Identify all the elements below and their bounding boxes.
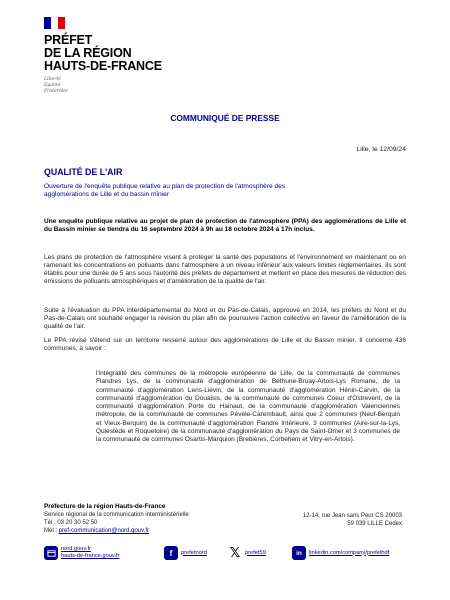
footer-address bbox=[303, 512, 402, 528]
communes-quote bbox=[72, 370, 400, 445]
address-line: 12-14, rue Jean sans Peur CS 20003 bbox=[302, 513, 402, 519]
motto-line: Fraternité bbox=[44, 89, 68, 94]
footer-tel: Tél : 03 20 30 52 50 bbox=[44, 520, 98, 526]
x-link[interactable]: prefet59 bbox=[245, 549, 266, 556]
footer-mel-label: Mél : bbox=[44, 528, 59, 534]
body-paragraph: Les plans de protection de l'atmosphère visent à protéger la santé des populations et l'environnement en maintenant ou en ramenant les concentrations en polluants dans l'atmosphère à un niveau inférieur aux valeurs limites réglementaires. Ils sont établis pour une durée de 5 ans sous l'autorité des préfets de département et mettent en place des mesures de réduction des émissions de polluants atmosphériques et d'amélioration de la qualité de l'air. bbox=[44, 254, 406, 286]
subtitle: Ouverture de l'enquête publique relative au plan de protection de l'atmosphère des agglomérations de Lille et du bassin minier bbox=[44, 183, 286, 198]
press-release-title: COMMUNIQUÉ DE PRESSE bbox=[170, 113, 280, 123]
website-icon bbox=[44, 546, 58, 560]
body-paragraph: Suite à l'évaluation du PPA interdépartemental du Nord et du Pas-de-Calais, approuvé en 2014, les préfets du Nord et du Pas-de-Calais ont souhaité engager la révision du plan afin de poursuivre l'action collective en faveur de l'amélioration de la qualité de l'air. bbox=[44, 307, 406, 331]
website-link-nord[interactable]: nord.gouv.fr bbox=[61, 546, 91, 552]
lead-paragraph: Une enquête publique relative au projet de plan de protection de l'atmosphère (PPA) des agglomérations de Lille et du Bassin minier se tiendra du 16 septembre 2024 à 9h au 18 octobre 2024 à 17h inclus. bbox=[44, 218, 406, 234]
footer-service: Service régional de la communication interministérielle bbox=[44, 512, 189, 518]
social-linkedin bbox=[292, 543, 389, 563]
website-link-hdf[interactable]: hauts-de-france.gouv.fr bbox=[61, 553, 120, 559]
motto-line: Égalité bbox=[44, 83, 61, 88]
flag-red-stripe bbox=[58, 17, 65, 29]
flag-blue-stripe bbox=[44, 17, 51, 29]
facebook-icon: f bbox=[164, 546, 178, 560]
social-websites bbox=[44, 543, 119, 563]
linkedin-icon: in bbox=[292, 546, 306, 560]
republic-flag bbox=[44, 17, 65, 29]
prefecture-logo-title bbox=[44, 34, 162, 73]
logo-line: HAUTS-DE-FRANCE bbox=[44, 59, 162, 73]
body-paragraph: Le PPA révisé s'étend sur un territoire resserré autour des agglomérations de Lille et du Bassin minier. Il concerne 436 communes, à savoir : bbox=[44, 337, 406, 353]
facebook-link[interactable]: prefetnord bbox=[181, 549, 207, 556]
footer-contact bbox=[44, 503, 189, 535]
quote-text: l'intégralité des communes de la métropole européenne de Lille, de la communauté de communes Flandres Lys, de la communauté d'agglomération de Béthune-Bruay-Artois-Lys Romane, de la communauté d'agglomération Lens-Liévin, de la communauté d'agglomération Hénin-Carvin, de la communauté d'agglomération du Douaisis, de la communauté de communes Coeur d'Ostrevent, de la communauté d'agglomération Porte du Hainaut, de la communauté d'agglomération Valenciennes métropole, de la communauté de communes Pévèle-Carembault, ainsi que 2 communes (Neuf-Berquin et Vieux-Berquin) de la communauté d'agglomération Flandre Intérieure, 3 communes (Aire-sur-la-Lys, Quiestède et Roquetoire) de la communauté d'agglomération du Pays de Saint-Omer et 3 communes de la communauté de communes Osartis-Marquion (Brebières, Corbehem et Vitry-en-Artois). bbox=[96, 370, 400, 444]
footer-org: Préfecture de la région Hauts-de-France bbox=[44, 503, 166, 510]
social-facebook bbox=[164, 543, 207, 563]
flag-white-stripe bbox=[51, 17, 58, 29]
release-date: Lille, le 12/09/24 bbox=[356, 146, 406, 153]
footer-mel-line bbox=[44, 527, 189, 535]
section-title: QUALITÉ DE L'AIR bbox=[44, 167, 123, 177]
republic-motto bbox=[44, 77, 68, 95]
motto-line: Liberté bbox=[44, 77, 61, 82]
footer-mel-link[interactable]: pref-communication@nord.gouv.fr bbox=[58, 528, 150, 534]
social-x bbox=[228, 543, 266, 563]
address-line: 59 039 LILLE Cedex bbox=[347, 521, 402, 527]
linkedin-link[interactable]: linkedin.com/company/prefethdf bbox=[309, 549, 390, 556]
x-icon: 𝕏 bbox=[229, 545, 241, 561]
logo-line: DE LA RÉGION bbox=[44, 46, 132, 60]
logo-line: PRÉFET bbox=[44, 33, 93, 47]
